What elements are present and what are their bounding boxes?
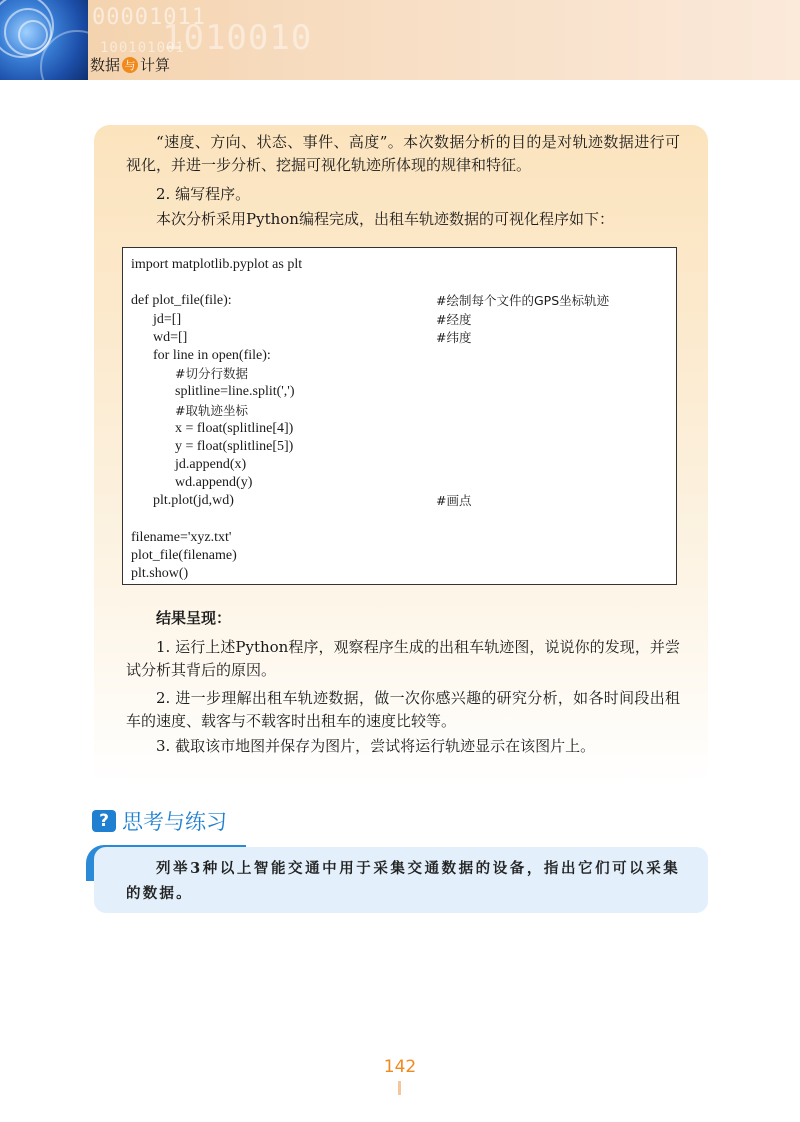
code-line	[131, 565, 676, 583]
result-item-1: 1. 运行上述Python程序，观察程序生成的出租车轨迹图，说说你的发现，并尝试分析其背后的原因。	[126, 638, 680, 679]
code-text: for line in open(file):	[153, 347, 271, 363]
code-line	[131, 420, 676, 438]
code-comment: #经度	[436, 311, 472, 327]
code-text: def plot_file(file):	[131, 293, 232, 309]
code-text: filename='xyz.txt'	[131, 529, 232, 545]
section-title-part2: 计算	[140, 56, 171, 74]
code-text: import matplotlib.pyplot as plt	[131, 257, 303, 272]
code-line	[131, 292, 676, 310]
think-practice-heading	[92, 806, 227, 836]
code-comment: #绘制每个文件的GPS坐标轨迹	[436, 293, 610, 309]
code-comment: #纬度	[436, 329, 472, 345]
result-item-2: 2. 进一步理解出租车轨迹数据，做一次你感兴趣的研究分析，如各时间段出租车的速度、载客与不载客时出租车的速度比较等。	[126, 689, 680, 730]
result-item-3: 3. 截取该市地图并保存为图片，尝试将运行轨迹显示在该图片上。	[156, 737, 596, 755]
result-heading	[156, 607, 710, 630]
code-line	[131, 511, 676, 529]
code-line	[131, 329, 676, 347]
code-line	[131, 383, 676, 401]
code-text: x = float(splitline[4])	[175, 420, 294, 436]
code-text: plt.show()	[131, 566, 189, 582]
code-text: wd.append(y)	[175, 475, 253, 491]
code-line	[131, 547, 676, 565]
result-heading-text: 结果呈现：	[156, 609, 232, 627]
code-line	[131, 492, 676, 510]
think-practice-text: 列举3种以上智能交通中用于采集交通数据的设备，指出它们可以采集的数据。	[126, 860, 680, 902]
paragraph-program-intro: 本次分析采用Python编程完成，出租车轨迹数据的可视化程序如下：	[156, 210, 614, 228]
section-title	[90, 54, 170, 75]
code-text: plt.plot(jd,wd)	[153, 493, 234, 509]
code-text: #切分行数据	[175, 366, 248, 382]
code-block	[122, 247, 677, 585]
step-2-label: 2. 编写程序。	[156, 185, 251, 203]
code-text: jd.append(x)	[175, 457, 247, 473]
code-line	[131, 456, 676, 474]
code-text: plot_file(filename)	[131, 548, 237, 563]
code-line	[131, 256, 676, 274]
code-text: wd=[]	[153, 329, 188, 345]
code-text: splitline=line.split(',')	[175, 384, 295, 400]
code-line	[131, 474, 676, 492]
question-mark-icon: ?	[92, 810, 116, 832]
paragraph-intro: “速度、方向、状态、事件、高度”。本次数据分析的目的是对轨迹数据进行可视化，并进一步分析、挖掘可视化轨迹所体现的规律和特征。	[126, 133, 680, 174]
and-badge: 与	[122, 57, 138, 73]
code-line	[131, 311, 676, 329]
code-line	[131, 529, 676, 547]
page-header	[0, 0, 800, 80]
section-title-part1: 数据	[90, 56, 121, 74]
binary-line-1: 00001011	[92, 5, 206, 30]
think-practice-title: 思考与练习	[122, 810, 227, 834]
code-line	[131, 402, 676, 420]
header-digital-image	[0, 0, 88, 80]
code-text: y = float(splitline[5])	[175, 438, 294, 454]
binary-line-2: 1010010	[162, 18, 313, 58]
code-text: jd=[]	[153, 311, 182, 327]
page-number-tick	[398, 1081, 401, 1095]
page-number: 142	[383, 1057, 417, 1077]
code-line	[131, 347, 676, 365]
binary-line-3: 100101001	[100, 40, 185, 56]
code-line	[131, 274, 676, 292]
code-comment: #画点	[436, 493, 472, 509]
code-text: #取轨迹坐标	[175, 402, 248, 418]
code-line	[131, 438, 676, 456]
code-line	[131, 365, 676, 383]
